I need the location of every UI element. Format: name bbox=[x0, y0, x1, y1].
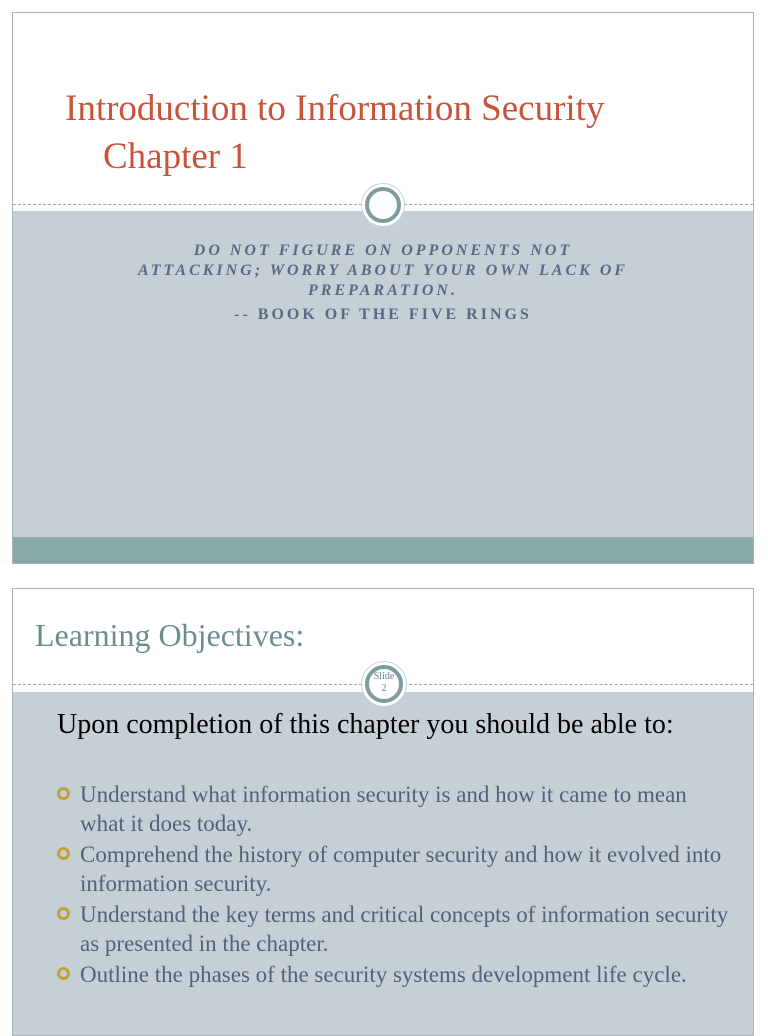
ring-ornament-icon bbox=[365, 187, 401, 223]
slide-number-value: 2 bbox=[381, 683, 387, 694]
quote-text: DO NOT FIGURE ON OPPONENTS NOT ATTACKING; WORRY ABOUT YOUR OWN LACK OF PREPARATION. bbox=[137, 242, 629, 299]
slide-2-body bbox=[13, 692, 753, 1036]
slide-number bbox=[369, 671, 399, 695]
slide-1-footer-band bbox=[13, 537, 753, 564]
list-item-text: Understand the key terms and critical concepts of information security as presented in the chapter. bbox=[80, 902, 729, 956]
slide-1-title-area bbox=[13, 13, 753, 205]
quote-block bbox=[73, 241, 693, 325]
slide-1 bbox=[12, 12, 754, 564]
quote-attribution: -- BOOK OF THE FIVE RINGS bbox=[234, 306, 532, 323]
list-item bbox=[57, 780, 733, 838]
ring-bullet-icon bbox=[57, 847, 70, 860]
list-item bbox=[57, 960, 733, 989]
list-item-text: Outline the phases of the security systems development life cycle. bbox=[80, 962, 687, 987]
slide-2-title: Learning Objectives: bbox=[35, 617, 305, 653]
list-item-text: Comprehend the history of computer security and how it evolved into information security. bbox=[80, 842, 722, 896]
slide-1-body bbox=[13, 211, 753, 537]
list-item bbox=[57, 900, 733, 958]
list-item-text: Understand what information security is and how it came to mean what it does today. bbox=[80, 782, 687, 836]
slide-1-title-line-1: Introduction to Information Security bbox=[65, 88, 605, 129]
ring-bullet-icon bbox=[57, 967, 70, 980]
slide-number-badge bbox=[365, 665, 403, 703]
objectives-list bbox=[57, 780, 733, 991]
ring-bullet-icon bbox=[57, 787, 70, 800]
slide-2 bbox=[12, 588, 754, 1036]
ring-bullet-icon bbox=[57, 907, 70, 920]
list-item bbox=[57, 840, 733, 898]
slide-1-title-line-2: Chapter 1 bbox=[103, 136, 248, 177]
slide-number-label: Slide bbox=[373, 671, 395, 682]
slide-1-title bbox=[65, 85, 604, 181]
objectives-intro: Upon completion of this chapter you should be able to: bbox=[57, 709, 674, 740]
